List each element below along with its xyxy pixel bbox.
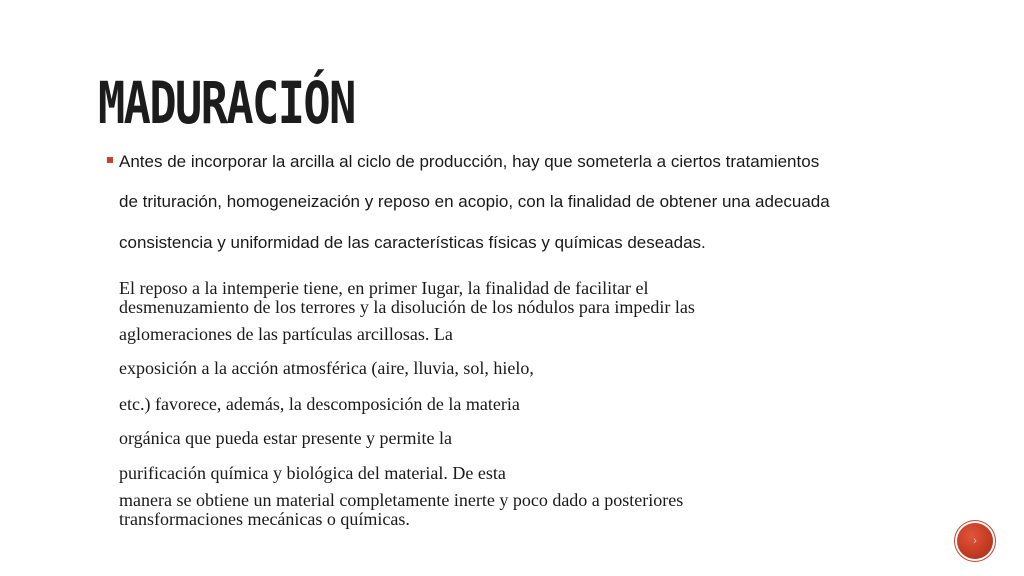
slide-title: MADURACIÓN bbox=[98, 69, 355, 137]
paragraph-line: purificación química y biológica del material. De esta bbox=[119, 463, 506, 483]
bullet-text-line: Antes de incorporar la arcilla al ciclo de producción, hay que someterla a ciertos tratamientos bbox=[119, 152, 820, 171]
paragraph-line: desmenuzamiento de los terrores y la disolución de los nódulos para impedir las bbox=[119, 297, 695, 317]
slide-number-icon: › bbox=[973, 535, 977, 547]
paragraph-line: exposición a la acción atmosférica (aire, lluvia, sol, hielo, bbox=[119, 358, 534, 378]
paragraph-line: orgánica que pueda estar presente y permite la bbox=[119, 428, 453, 448]
paragraph-line: El reposo a la intemperie tiene, en primer Iugar, la finalidad de facilitar el bbox=[119, 278, 649, 298]
slide-nav-button[interactable] bbox=[957, 523, 993, 559]
bullet-text-line: de trituración, homogeneización y reposo en acopio, con la finalidad de obtener una adecuada bbox=[119, 192, 830, 211]
paragraph-line: etc.) favorece, además, la descomposición de la materia bbox=[119, 394, 520, 414]
square-bullet-icon bbox=[107, 157, 113, 163]
paragraph-line: manera se obtiene un material completamente inerte y poco dado a posteriores bbox=[119, 490, 684, 510]
bullet-text-line: consistencia y uniformidad de las características físicas y químicas deseadas. bbox=[119, 233, 706, 252]
paragraph-line: aglomeraciones de las partículas arcillosas. La bbox=[119, 324, 453, 344]
paragraph-line: transformaciones mecánicas o químicas. bbox=[119, 509, 410, 529]
